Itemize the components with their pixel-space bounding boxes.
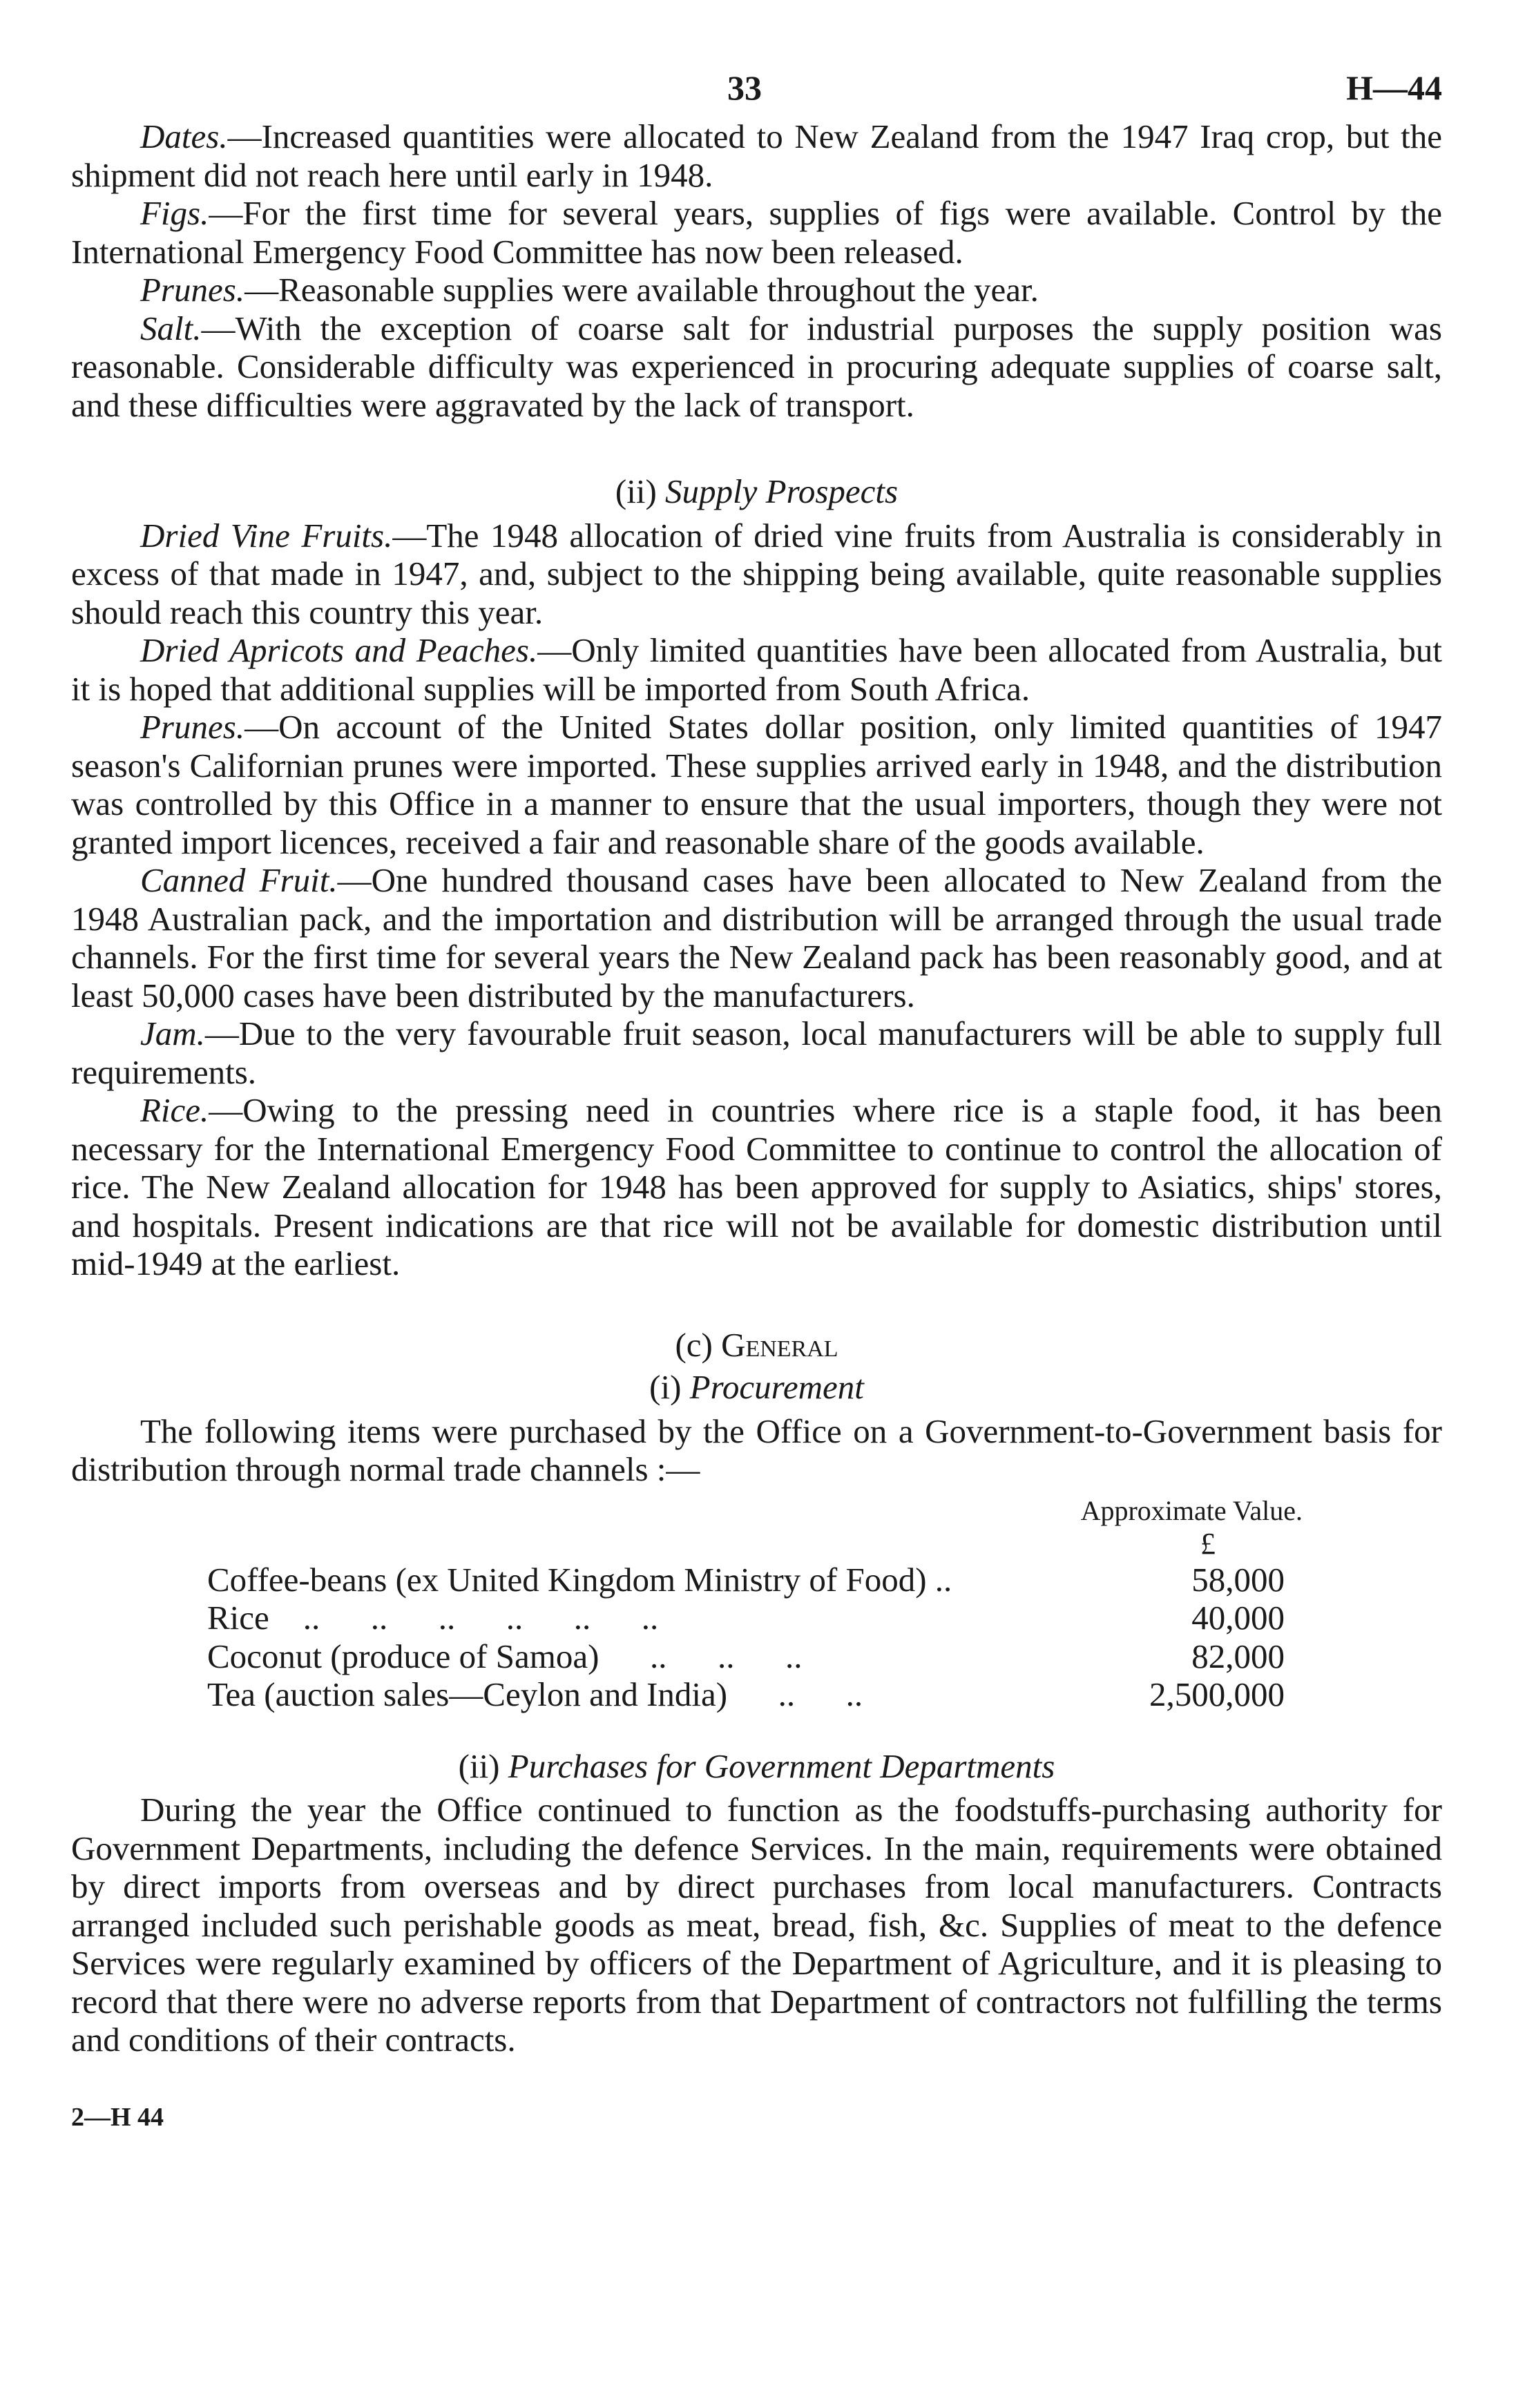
section-b-tail bbox=[71, 117, 1442, 424]
table-row bbox=[71, 1675, 1442, 1714]
pound-unit-label: £ bbox=[1200, 1526, 1216, 1561]
paragraph-prunes: Prunes.—Reasonable supplies were available throughout the year. bbox=[140, 271, 1039, 309]
row-item: Coffee-beans (ex United Kingdom Ministry of Food) bbox=[207, 1560, 927, 1599]
purchases-heading: (ii) Purchases for Government Departments bbox=[458, 1746, 1055, 1785]
supply-prospects-heading: (ii) Supply Prospects bbox=[615, 472, 899, 510]
approx-value-header: Approximate Value. bbox=[1080, 1494, 1303, 1526]
paragraph-prunes-2: Prunes.—On account of the United States dollar position, only limited quantities of 1947 season's Californian prunes were imported. These supplies arrived early in 1948, and the distribution was controlled by this Office in a manner to ensure that the usual importers, though they were not granted import licences, received a fair and reasonable share of the goods available. bbox=[71, 708, 1442, 861]
table-row bbox=[71, 1599, 1442, 1637]
row-value: 58,000 bbox=[1191, 1560, 1285, 1599]
procurement-heading: (i) Procurement bbox=[649, 1368, 864, 1406]
procurement-table bbox=[71, 1494, 1442, 1714]
page-header bbox=[71, 55, 1442, 117]
row-value: 2,500,000 bbox=[1149, 1675, 1285, 1713]
paragraph-jam: Jam.—Due to the very favourable fruit season, local manufacturers will be able to supply full requirements. bbox=[71, 1014, 1442, 1091]
procurement-intro: The following items were purchased by the Office on a Government-to-Government basis for distribution through normal trade channels :— bbox=[71, 1412, 1442, 1488]
paragraph-figs: Figs.—For the first time for several years, supplies of figs were available. Control by the International Emergency Food Committee has now been released. bbox=[71, 194, 1442, 271]
row-value: 82,000 bbox=[1191, 1637, 1285, 1675]
row-item: Rice bbox=[207, 1599, 269, 1637]
paragraph-dried-vine-fruits: Dried Vine Fruits.—The 1948 allocation of dried vine fruits from Australia is considerably in excess of that made in 1947, and, subject to the shipping being available, quite reasonable supplies should reach this country this year. bbox=[71, 516, 1442, 631]
row-leader: .. .. .. .. .. .. bbox=[269, 1599, 659, 1637]
paragraph-dates: Dates.—Increased quantities were allocated to New Zealand from the 1947 Iraq crop, but the shipment did not reach here until early in 1948. bbox=[71, 117, 1442, 194]
document-reference: H—44 bbox=[1346, 68, 1442, 107]
row-item: Coconut (produce of Samoa) bbox=[207, 1637, 599, 1675]
paragraph-purchases: During the year the Office continued to function as the foodstuffs-purchasing authority for Government Departments, including the defence Services. In the main, requirements were obtained by direct imports from overseas and by direct purchases from local manufacturers. Contracts arranged included such perishable goods as meat, bread, fish, &c. Supplies of meat to the defence Services were regularly examined by officers of the Department of Agriculture, and it is pleasing to record that there were no adverse reports from that Department of contractors not fulfilling the terms and conditions of their contracts. bbox=[71, 1791, 1442, 2059]
row-leader: .. .. bbox=[727, 1675, 863, 1713]
table-row bbox=[71, 1561, 1442, 1599]
page-number: 33 bbox=[727, 68, 762, 107]
row-value: 40,000 bbox=[1191, 1599, 1285, 1637]
general-heading: (c) General bbox=[675, 1325, 838, 1364]
paragraph-salt: Salt.—With the exception of coarse salt for industrial purposes the supply position was reasonable. Considerable difficulty was experienced in procuring adequate supplies of coarse salt, and these difficulties were aggravated by the lack of transport. bbox=[71, 309, 1442, 424]
supply-prospects-section bbox=[71, 517, 1442, 1283]
paragraph-rice: Rice.—Owing to the pressing need in countries where rice is a staple food, it has been necessary for the International Emergency Food Committee to continue to control the allocation of rice. The New Zealand allocation for 1948 has been approved for supply to Asiatics, ships' stores, and hospitals. Present indications are that rice will not be available for domestic distribution until mid-1949 at the earliest. bbox=[71, 1091, 1442, 1282]
printer-signature: 2—H 44 bbox=[71, 2102, 164, 2132]
row-leader: .. bbox=[926, 1560, 952, 1599]
document-page bbox=[71, 55, 1442, 2132]
table-row bbox=[71, 1637, 1442, 1676]
row-item: Tea (auction sales—Ceylon and India) bbox=[207, 1675, 728, 1713]
paragraph-canned-fruit: Canned Fruit.—One hundred thousand cases have been allocated to New Zealand from the 1948 Australian pack, and the importation and distribution will be arranged through the usual trade channels. For the first time for several years the New Zealand pack has been reasonably good, and at least 50,000 cases have been distributed by the manufacturers. bbox=[71, 861, 1442, 1014]
row-leader: .. .. .. bbox=[599, 1637, 803, 1675]
paragraph-dried-apricots: Dried Apricots and Peaches.—Only limited quantities have been allocated from Australia, but it is hoped that additional supplies will be imported from South Africa. bbox=[71, 631, 1442, 708]
